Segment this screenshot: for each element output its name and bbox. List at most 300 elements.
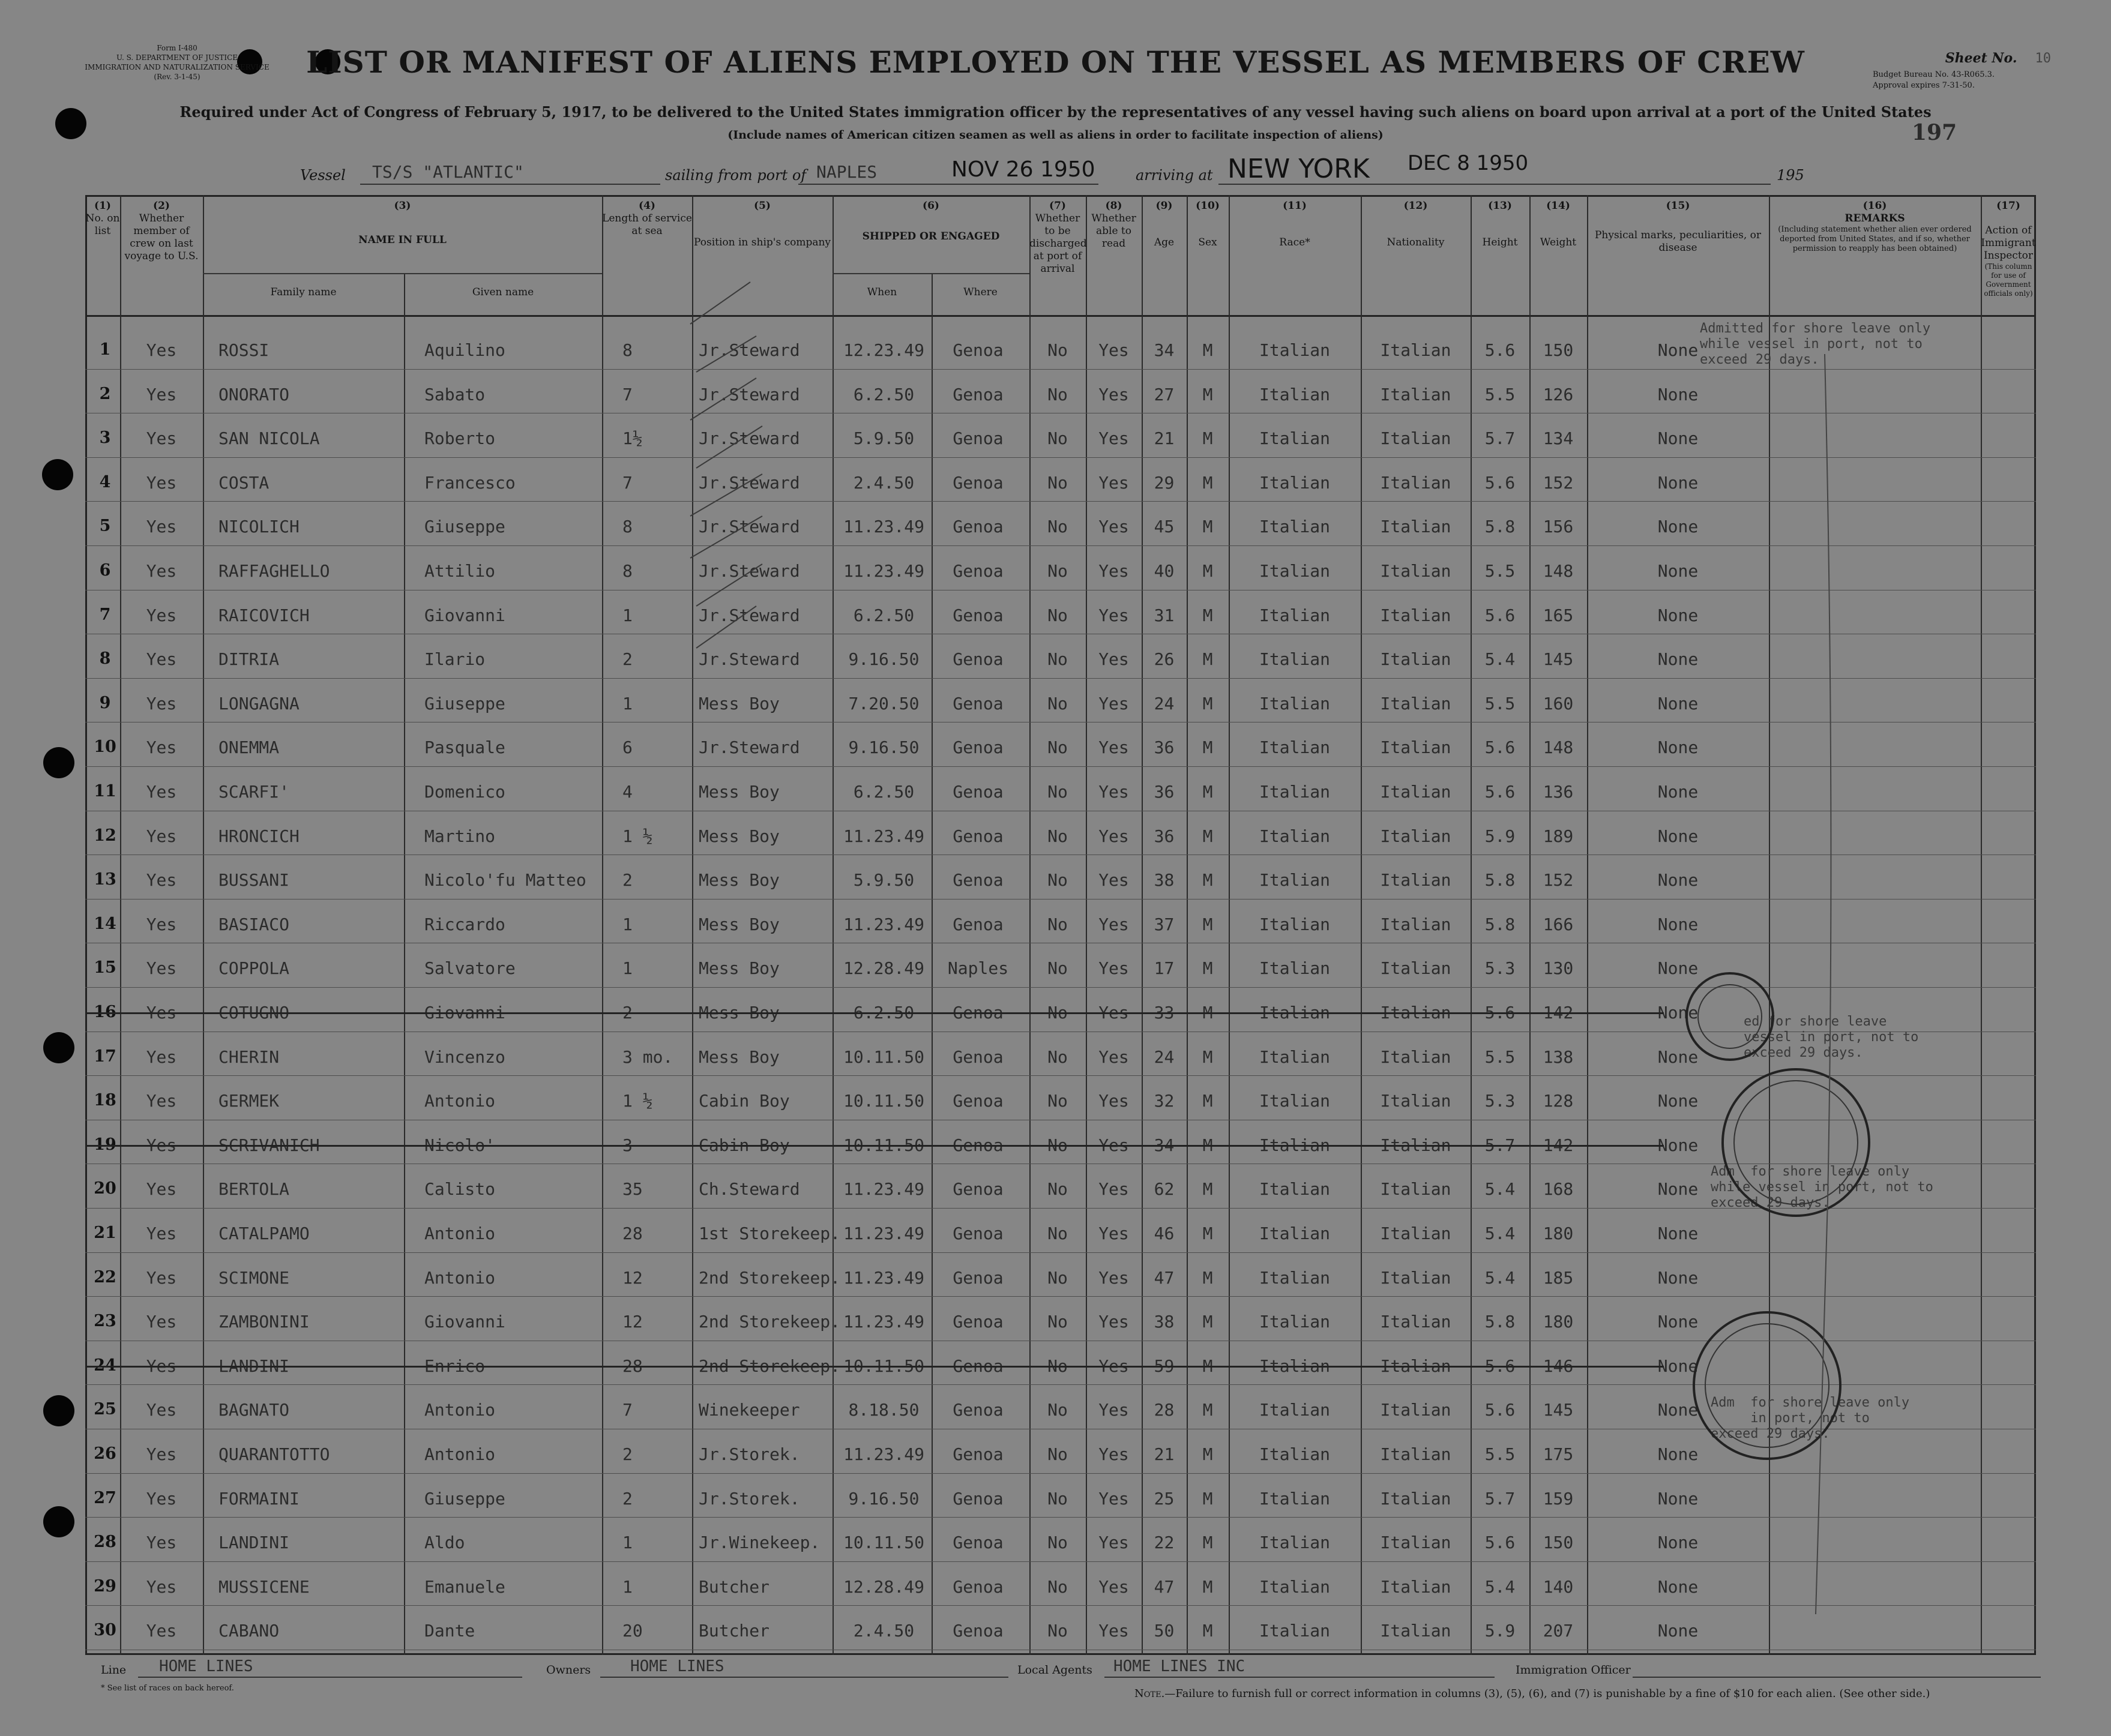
cell-height: 5.8	[1484, 517, 1516, 537]
cell-weight: 189	[1543, 826, 1574, 846]
cell-service: 2	[622, 870, 633, 891]
cell-where: Genoa	[953, 340, 1004, 360]
cell-no: 2	[99, 384, 111, 403]
cell-where: Genoa	[953, 1576, 1004, 1597]
cell-read: Yes	[1098, 1312, 1129, 1332]
cell-when: 6.2.50	[853, 605, 915, 625]
cell-height: 5.6	[1484, 1356, 1516, 1376]
cell-age: 40	[1154, 561, 1175, 581]
cell-prev: Yes	[146, 1047, 177, 1067]
cell-family: SCRIVANICH	[218, 1135, 320, 1155]
cell-race: Italian	[1259, 870, 1330, 891]
cell-age: 17	[1154, 958, 1175, 979]
cell-no: 17	[94, 1047, 116, 1066]
arrival-date: DEC 8 1950	[1408, 151, 1529, 175]
cell-service: 8	[622, 517, 633, 537]
col-race-header: (11) Race*	[1279, 200, 1310, 248]
cell-disch: No	[1047, 1179, 1068, 1200]
cell-weight: 138	[1543, 1047, 1574, 1067]
cell-position: Jr.Steward	[699, 428, 800, 449]
cell-prev: Yes	[146, 649, 177, 670]
col-position-header: (5) Position in ship's company	[693, 200, 831, 248]
cell-marks: None	[1657, 958, 1699, 979]
cell-given: Calisto	[424, 1179, 496, 1200]
cell-read: Yes	[1098, 1576, 1129, 1597]
cell-height: 5.6	[1484, 1400, 1516, 1420]
cell-marks: None	[1657, 914, 1699, 934]
cell-read: Yes	[1098, 561, 1129, 581]
cell-position: Jr.Steward	[699, 561, 800, 581]
cell-service: 12	[622, 1267, 643, 1288]
cell-no: 11	[94, 782, 116, 800]
cell-where: Genoa	[953, 1621, 1004, 1641]
cell-age: 26	[1154, 649, 1175, 670]
cell-prev: Yes	[146, 1091, 177, 1111]
remark-shore-leave-4: Adm for shore leave only in port, not to exceed 29 days.	[1711, 1395, 1910, 1441]
cell-prev: Yes	[146, 1312, 177, 1332]
sheet-number: Sheet No. 10	[1945, 50, 2051, 66]
cell-given: Antonio	[424, 1091, 496, 1111]
cell-position: Butcher	[699, 1576, 770, 1597]
cell-prev: Yes	[146, 1444, 177, 1464]
cell-family: SCIMONE	[218, 1267, 290, 1288]
col-remarks-header: (16) REMARKS (Including statement whether alien ever ordered deported from United States, and if so, whether permission to reapply has been obtained)	[1778, 200, 1972, 253]
cell-weight: 140	[1543, 1576, 1574, 1597]
cell-marks: None	[1657, 1267, 1699, 1288]
cell-read: Yes	[1098, 1003, 1129, 1023]
cell-service: 3	[622, 1135, 633, 1155]
cell-where: Genoa	[953, 1003, 1004, 1023]
cell-position: Ch.Steward	[699, 1179, 800, 1200]
cell-race: Italian	[1259, 782, 1330, 802]
cell-where: Naples	[947, 958, 1009, 979]
cell-disch: No	[1047, 1091, 1068, 1111]
col-action-header: (17) Action of Immigrant Inspector (This column for use of Government officials only)	[1981, 200, 2036, 298]
remark-shore-leave-3: Adm for shore leave only while vessel in port, not to exceed 29 days.	[1711, 1164, 1933, 1210]
cell-weight: 142	[1543, 1135, 1574, 1155]
footer-agents-label: Local Agents	[1017, 1663, 1092, 1677]
cell-given: Giovanni	[424, 605, 505, 625]
cell-when: 11.23.49	[843, 561, 924, 581]
cell-service: 7	[622, 472, 633, 493]
cell-weight: 128	[1543, 1091, 1574, 1111]
cell-read: Yes	[1098, 517, 1129, 537]
cell-where: Genoa	[953, 1312, 1004, 1332]
cell-height: 5.4	[1484, 1267, 1516, 1288]
cell-position: Jr.Steward	[699, 649, 800, 670]
cell-disch: No	[1047, 472, 1068, 493]
cell-age: 36	[1154, 826, 1175, 846]
cell-prev: Yes	[146, 826, 177, 846]
cell-given: Enrico	[424, 1356, 486, 1376]
cell-family: BAGNATO	[218, 1400, 290, 1420]
col-where-header: Where	[963, 286, 998, 298]
cell-prev: Yes	[146, 1267, 177, 1288]
cell-service: 8	[622, 561, 633, 581]
cell-no: 26	[94, 1444, 116, 1463]
cell-age: 21	[1154, 1444, 1175, 1464]
cell-disch: No	[1047, 1312, 1068, 1332]
cell-given: Pasquale	[424, 737, 505, 758]
cell-race: Italian	[1259, 1576, 1330, 1597]
arrival-port: NEW YORK	[1227, 154, 1370, 184]
cell-service: 4	[622, 782, 633, 802]
cell-no: 30	[94, 1621, 116, 1640]
cell-sex: M	[1202, 605, 1213, 625]
cell-race: Italian	[1259, 1047, 1330, 1067]
cell-when: 12.28.49	[843, 1576, 924, 1597]
cell-age: 38	[1154, 1312, 1175, 1332]
cell-read: Yes	[1098, 649, 1129, 670]
cell-read: Yes	[1098, 1533, 1129, 1553]
cell-weight: 160	[1543, 693, 1574, 713]
cell-height: 5.7	[1484, 1135, 1516, 1155]
cell-sex: M	[1202, 1267, 1213, 1288]
cell-family: MUSSICENE	[218, 1576, 310, 1597]
cell-when: 11.23.49	[843, 1267, 924, 1288]
cell-prev: Yes	[146, 1179, 177, 1200]
cell-age: 34	[1154, 340, 1175, 360]
cell-where: Genoa	[953, 1179, 1004, 1200]
cell-service: 1 ½	[622, 1091, 653, 1111]
cell-sex: M	[1202, 1444, 1213, 1464]
cell-age: 34	[1154, 1135, 1175, 1155]
cell-position: Mess Boy	[699, 1003, 780, 1023]
cell-prev: Yes	[146, 782, 177, 802]
cell-disch: No	[1047, 826, 1068, 846]
cell-position: Cabin Boy	[699, 1091, 790, 1111]
cell-height: 5.6	[1484, 472, 1516, 493]
remark-shore-leave-1: Admitted for shore leave only while vessel in port, not to exceed 29 days.	[1700, 321, 1931, 367]
departure-date: NOV 26 1950	[951, 157, 1095, 182]
cell-position: 2nd Storekeep.	[699, 1356, 841, 1376]
cell-race: Italian	[1259, 605, 1330, 625]
cell-nat: Italian	[1380, 1356, 1451, 1376]
cell-marks: None	[1657, 1488, 1699, 1509]
form-info: Form I-480 U. S. DEPARTMENT OF JUSTICE IMMIGRATION AND NATURALIZATION SERVICE (Rev. 3-1-45)	[85, 44, 270, 81]
col-nationality-header: (12) Nationality	[1387, 200, 1445, 248]
cell-marks: None	[1657, 1179, 1699, 1200]
col-shipped-header: (6) SHIPPED OR ENGAGED	[862, 200, 1000, 242]
cell-family: QUARANTOTTO	[218, 1444, 330, 1464]
cell-weight: 136	[1543, 782, 1574, 802]
cell-service: 2	[622, 1488, 633, 1509]
cell-family: CHERIN	[218, 1047, 280, 1067]
cell-given: Antonio	[424, 1444, 496, 1464]
col-prev-voyage-header: (2) Whether member of crew on last voyage to U.S.	[124, 200, 199, 262]
cell-marks: None	[1657, 428, 1699, 449]
cell-nat: Italian	[1380, 1576, 1451, 1597]
cell-position: Mess Boy	[699, 1047, 780, 1067]
col-no-header: (1) No. on list	[85, 200, 120, 237]
cell-service: 7	[622, 384, 633, 404]
cell-nat: Italian	[1380, 693, 1451, 713]
cell-prev: Yes	[146, 605, 177, 625]
cell-given: Ilario	[424, 649, 486, 670]
cell-weight: 156	[1543, 517, 1574, 537]
cell-family: BASIACO	[218, 914, 290, 934]
cell-no: 16	[94, 1003, 116, 1021]
page-stamp-number: 197	[1912, 120, 1957, 145]
cell-position: Mess Boy	[699, 693, 780, 713]
cell-position: Mess Boy	[699, 826, 780, 846]
cell-when: 10.11.50	[843, 1533, 924, 1553]
form-subtitle-note: (Include names of American citizen seamen as well as aliens in order to facilitate inspection of aliens)	[727, 128, 1384, 142]
cell-age: 29	[1154, 472, 1175, 493]
cell-nat: Italian	[1380, 958, 1451, 979]
cell-marks: None	[1657, 1135, 1699, 1155]
cell-nat: Italian	[1380, 561, 1451, 581]
cell-given: Martino	[424, 826, 496, 846]
cell-sex: M	[1202, 1576, 1213, 1597]
cell-no: 20	[94, 1179, 116, 1198]
cell-given: Giovanni	[424, 1312, 505, 1332]
cell-service: 1 ½	[622, 826, 653, 846]
cell-height: 5.8	[1484, 914, 1516, 934]
cell-no: 18	[94, 1091, 116, 1110]
cell-where: Genoa	[953, 428, 1004, 449]
cell-disch: No	[1047, 870, 1068, 891]
cell-family: ZAMBONINI	[218, 1312, 310, 1332]
cell-age: 28	[1154, 1400, 1175, 1420]
col-marks-header: (15) Physical marks, peculiarities, or disease	[1594, 200, 1762, 254]
cell-family: FORMAINI	[218, 1488, 300, 1509]
cell-height: 5.5	[1484, 1444, 1516, 1464]
penalty-note: Note.—Failure to furnish full or correct information in columns (3), (5), (6), and (7) is punishable by a fine of $10 for each alien. (See other side.)	[1134, 1687, 1930, 1700]
cell-race: Italian	[1259, 517, 1330, 537]
cell-where: Genoa	[953, 693, 1004, 713]
cell-sex: M	[1202, 340, 1213, 360]
cell-marks: None	[1657, 782, 1699, 802]
cell-disch: No	[1047, 1003, 1068, 1023]
cell-nat: Italian	[1380, 1091, 1451, 1111]
cell-race: Italian	[1259, 1003, 1330, 1023]
cell-position: Jr.Steward	[699, 605, 800, 625]
cell-weight: 142	[1543, 1003, 1574, 1023]
cell-where: Genoa	[953, 1091, 1004, 1111]
cell-marks: None	[1657, 1576, 1699, 1597]
cell-when: 11.23.49	[843, 914, 924, 934]
cell-nat: Italian	[1380, 340, 1451, 360]
cell-race: Italian	[1259, 1444, 1330, 1464]
cell-service: 1	[622, 958, 633, 979]
cell-given: Salvatore	[424, 958, 516, 979]
cell-service: 28	[622, 1356, 643, 1376]
cell-race: Italian	[1259, 649, 1330, 670]
cell-sex: M	[1202, 428, 1213, 449]
cell-race: Italian	[1259, 472, 1330, 493]
cell-no: 9	[99, 693, 111, 712]
cell-prev: Yes	[146, 1400, 177, 1420]
cell-family: HRONCICH	[218, 826, 300, 846]
cell-height: 5.4	[1484, 1576, 1516, 1597]
cell-given: Antonio	[424, 1400, 496, 1420]
cell-read: Yes	[1098, 340, 1129, 360]
cell-service: 1	[622, 1576, 633, 1597]
cell-given: Antonio	[424, 1267, 496, 1288]
cell-age: 33	[1154, 1003, 1175, 1023]
cell-where: Genoa	[953, 1267, 1004, 1288]
cell-no: 13	[94, 870, 116, 889]
cell-when: 10.11.50	[843, 1091, 924, 1111]
cell-given: Dante	[424, 1621, 475, 1641]
cell-no: 22	[94, 1267, 116, 1287]
cell-where: Genoa	[953, 517, 1004, 537]
cell-disch: No	[1047, 1533, 1068, 1553]
cell-read: Yes	[1098, 1444, 1129, 1464]
cell-position: Mess Boy	[699, 782, 780, 802]
cell-weight: 166	[1543, 914, 1574, 934]
col-service-header: (4) Length of service at sea	[602, 200, 692, 237]
cell-sex: M	[1202, 1135, 1213, 1155]
cell-where: Genoa	[953, 649, 1004, 670]
cell-race: Italian	[1259, 384, 1330, 404]
footer-agents-value: HOME LINES INC	[1113, 1657, 1245, 1675]
cell-race: Italian	[1259, 1179, 1330, 1200]
cell-family: CABANO	[218, 1621, 280, 1641]
cell-prev: Yes	[146, 1533, 177, 1553]
cell-height: 5.4	[1484, 1179, 1516, 1200]
cell-when: 2.4.50	[853, 1621, 915, 1641]
cell-prev: Yes	[146, 1488, 177, 1509]
budget-info: Budget Bureau No. 43-R065.3. Approval expires 7-31-50.	[1873, 70, 1995, 90]
cell-service: 28	[622, 1224, 643, 1243]
cell-where: Genoa	[953, 1533, 1004, 1553]
cell-given: Antonio	[424, 1224, 496, 1243]
cell-disch: No	[1047, 1444, 1068, 1464]
cell-family: COSTA	[218, 472, 270, 493]
cell-nat: Italian	[1380, 1621, 1451, 1641]
cell-race: Italian	[1259, 914, 1330, 934]
cell-when: 12.23.49	[843, 340, 924, 360]
cell-age: 32	[1154, 1091, 1175, 1111]
form-title: LIST OR MANIFEST OF ALIENS EMPLOYED ON THE VESSEL AS MEMBERS OF CREW	[306, 44, 1805, 80]
cell-disch: No	[1047, 1576, 1068, 1597]
cell-given: Nicolo'fu Matteo	[424, 870, 586, 891]
cell-race: Italian	[1259, 1224, 1330, 1243]
cell-where: Genoa	[953, 384, 1004, 404]
cell-where: Genoa	[953, 1224, 1004, 1243]
vessel-name: TS/S "ATLANTIC"	[372, 162, 524, 182]
cell-age: 59	[1154, 1356, 1175, 1376]
cell-nat: Italian	[1380, 737, 1451, 758]
cell-no: 24	[94, 1356, 116, 1375]
cell-prev: Yes	[146, 517, 177, 537]
cell-read: Yes	[1098, 605, 1129, 625]
cell-position: Mess Boy	[699, 870, 780, 891]
cell-position: Jr.Steward	[699, 737, 800, 758]
col-name-header: (3) NAME IN FULL	[358, 200, 447, 246]
cell-where: Genoa	[953, 870, 1004, 891]
cell-family: RAFFAGHELLO	[218, 561, 330, 581]
cell-disch: No	[1047, 340, 1068, 360]
cell-marks: None	[1657, 1312, 1699, 1332]
cell-marks: None	[1657, 826, 1699, 846]
cell-height: 5.6	[1484, 605, 1516, 625]
cell-marks: None	[1657, 517, 1699, 537]
cell-race: Italian	[1259, 1621, 1330, 1641]
footer-line-label: Line	[101, 1663, 127, 1677]
cell-read: Yes	[1098, 1400, 1129, 1420]
cell-read: Yes	[1098, 472, 1129, 493]
cell-nat: Italian	[1380, 1400, 1451, 1420]
cell-family: BERTOLA	[218, 1179, 290, 1200]
cell-no: 7	[99, 605, 111, 624]
cell-sex: M	[1202, 1312, 1213, 1332]
cell-age: 21	[1154, 428, 1175, 449]
cell-nat: Italian	[1380, 605, 1451, 625]
cell-service: 35	[622, 1179, 643, 1200]
cell-service: 12	[622, 1312, 643, 1332]
cell-nat: Italian	[1380, 517, 1451, 537]
cell-disch: No	[1047, 1267, 1068, 1288]
cell-height: 5.9	[1484, 826, 1516, 846]
cell-age: 27	[1154, 384, 1175, 404]
cell-sex: M	[1202, 472, 1213, 493]
cell-service: 2	[622, 1444, 633, 1464]
cell-weight: 207	[1543, 1621, 1574, 1641]
cell-race: Italian	[1259, 1400, 1330, 1420]
cell-no: 8	[99, 649, 111, 668]
cell-weight: 180	[1543, 1312, 1574, 1332]
cell-where: Genoa	[953, 605, 1004, 625]
cell-no: 12	[94, 826, 116, 845]
cell-nat: Italian	[1380, 649, 1451, 670]
cell-service: 2	[622, 649, 633, 670]
sailing-label: sailing from port of	[665, 167, 807, 184]
cell-prev: Yes	[146, 472, 177, 493]
cell-given: Attilio	[424, 561, 496, 581]
cell-given: Aldo	[424, 1533, 465, 1553]
cell-weight: 159	[1543, 1488, 1574, 1509]
cell-no: 27	[94, 1488, 116, 1507]
col-discharged-header: (7) Whether to be discharged at port of arrival	[1029, 200, 1087, 275]
cell-no: 23	[94, 1312, 116, 1331]
cell-marks: None	[1657, 1003, 1699, 1023]
cell-weight: 145	[1543, 649, 1574, 670]
col-when-header: When	[867, 286, 897, 298]
remark-shore-leave-2: ed for shore leave vessel in port, not to exceed 29 days.	[1744, 1014, 1919, 1060]
cell-marks: None	[1657, 1621, 1699, 1641]
cell-read: Yes	[1098, 1267, 1129, 1288]
cell-nat: Italian	[1380, 914, 1451, 934]
cell-height: 5.6	[1484, 340, 1516, 360]
cell-race: Italian	[1259, 826, 1330, 846]
cell-family: GERMEK	[218, 1091, 280, 1111]
cell-sex: M	[1202, 693, 1213, 713]
cell-service: 1	[622, 693, 633, 713]
cell-prev: Yes	[146, 870, 177, 891]
cell-nat: Italian	[1380, 1488, 1451, 1509]
cell-prev: Yes	[146, 693, 177, 713]
cell-nat: Italian	[1380, 472, 1451, 493]
cell-family: COPPOLA	[218, 958, 290, 979]
cell-height: 5.8	[1484, 870, 1516, 891]
cell-sex: M	[1202, 1091, 1213, 1111]
cell-prev: Yes	[146, 384, 177, 404]
cell-race: Italian	[1259, 1267, 1330, 1288]
cell-when: 10.11.50	[843, 1047, 924, 1067]
cell-disch: No	[1047, 561, 1068, 581]
cell-family: LANDINI	[218, 1533, 290, 1553]
cell-disch: No	[1047, 1356, 1068, 1376]
cell-no: 4	[99, 472, 111, 491]
cell-disch: No	[1047, 1135, 1068, 1155]
cell-disch: No	[1047, 782, 1068, 802]
cell-prev: Yes	[146, 737, 177, 758]
cell-marks: None	[1657, 1224, 1699, 1243]
cell-position: Jr.Steward	[699, 517, 800, 537]
